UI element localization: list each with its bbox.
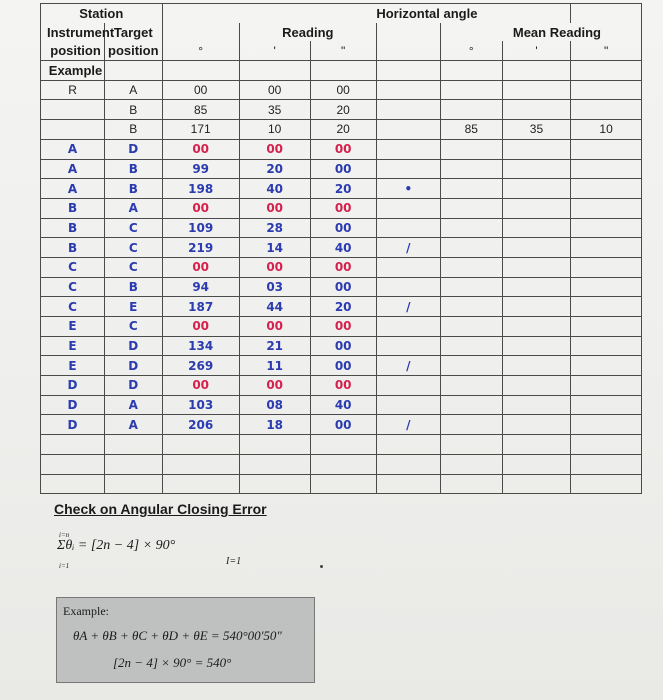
deg-cell: 134 — [162, 336, 239, 356]
mean-sec-cell — [571, 179, 642, 199]
blank-cell — [376, 100, 440, 120]
instrument-cell: C — [41, 297, 105, 317]
deg-cell: 99 — [162, 159, 239, 179]
deg-cell: 171 — [162, 120, 239, 140]
target-cell: A — [105, 80, 162, 100]
mean-sec-cell — [571, 317, 642, 337]
deg-cell: 187 — [162, 297, 239, 317]
observation-row — [41, 257, 642, 277]
deg-cell: 00 — [162, 80, 239, 100]
mean-sec-cell — [571, 80, 642, 100]
mark-cell — [376, 376, 440, 396]
mean-deg-cell — [440, 238, 502, 258]
min-cell: 40 — [239, 179, 310, 199]
observation-row — [41, 317, 642, 337]
sec-cell: 00 — [310, 139, 376, 159]
sec-cell: 00 — [310, 376, 376, 396]
mean-min-cell — [502, 198, 570, 218]
min-cell: 03 — [239, 277, 310, 297]
empty-cell — [571, 435, 642, 455]
observation-row — [41, 238, 642, 258]
mean-min-cell — [502, 395, 570, 415]
sec-cell: 40 — [310, 395, 376, 415]
mean-min-cell — [502, 297, 570, 317]
target-cell: C — [105, 218, 162, 238]
mark-cell: / — [376, 297, 440, 317]
sec-cell: 00 — [310, 336, 376, 356]
mean-sec-cell — [571, 257, 642, 277]
empty-cell — [41, 454, 105, 474]
mean-deg-cell — [440, 257, 502, 277]
observation-row — [41, 395, 642, 415]
mean-min-cell — [502, 415, 570, 435]
mark-cell: / — [376, 415, 440, 435]
empty-cell — [376, 454, 440, 474]
sec-cell: 20 — [310, 179, 376, 199]
instrument-cell — [41, 100, 105, 120]
mean-min-cell — [502, 356, 570, 376]
empty-cell — [310, 454, 376, 474]
mean-sec-cell — [571, 238, 642, 258]
observation-row — [41, 297, 642, 317]
empty-cell — [502, 474, 570, 494]
target-cell: A — [105, 395, 162, 415]
mean-min-cell — [502, 218, 570, 238]
mean-sec-cell — [571, 139, 642, 159]
target-cell: B — [105, 179, 162, 199]
mean-sec-cell — [571, 218, 642, 238]
mean-sec-cell — [571, 395, 642, 415]
target-cell: D — [105, 376, 162, 396]
target-cell: A — [105, 415, 162, 435]
sec-cell: 00 — [310, 277, 376, 297]
min-cell: 21 — [239, 336, 310, 356]
observation-row — [41, 139, 642, 159]
target-cell: C — [105, 238, 162, 258]
empty-cell — [239, 474, 310, 494]
instrument-position-header: position — [41, 41, 105, 60]
target-cell: D — [105, 356, 162, 376]
empty-cell — [571, 454, 642, 474]
header-row-4 — [41, 61, 642, 81]
instrument-cell: E — [41, 317, 105, 337]
horizontal-angle-header: Horizontal angle — [376, 4, 570, 23]
mean-deg-cell — [440, 218, 502, 238]
mean-sec-cell — [571, 336, 642, 356]
mark-cell — [376, 198, 440, 218]
mark-cell — [376, 218, 440, 238]
target-cell: D — [105, 336, 162, 356]
empty-cell — [239, 435, 310, 455]
empty-cell — [162, 474, 239, 494]
check-title: Check on Angular Closing Error — [54, 501, 267, 517]
empty-cell — [440, 435, 502, 455]
mean-min-cell — [502, 80, 570, 100]
min-cell: 14 — [239, 238, 310, 258]
min-unit: ' — [239, 41, 310, 60]
mean-min-cell — [502, 100, 570, 120]
target-cell: C — [105, 257, 162, 277]
mean-sec-cell — [571, 100, 642, 120]
observation-row — [41, 336, 642, 356]
mean-min-cell — [502, 257, 570, 277]
mean-sec-cell — [571, 356, 642, 376]
mean-min-cell — [502, 277, 570, 297]
header-row-2 — [41, 23, 642, 42]
empty-cell — [376, 474, 440, 494]
sum-lower-limit: i=1 — [59, 562, 70, 570]
header-row-3 — [41, 41, 642, 60]
empty-cell — [440, 454, 502, 474]
mean-sec-cell — [571, 159, 642, 179]
instrument-cell: C — [41, 257, 105, 277]
instrument-cell: A — [41, 139, 105, 159]
blank-cell — [376, 80, 440, 100]
min-cell: 18 — [239, 415, 310, 435]
sec-cell: 00 — [310, 317, 376, 337]
mean-min-cell — [502, 317, 570, 337]
min-cell: 00 — [239, 198, 310, 218]
instrument-cell: B — [41, 218, 105, 238]
instrument-cell: E — [41, 356, 105, 376]
mark-cell — [376, 336, 440, 356]
instrument-cell: A — [41, 159, 105, 179]
deg-cell: 00 — [162, 317, 239, 337]
sec-cell: 00 — [310, 218, 376, 238]
observation-row — [41, 159, 642, 179]
reading-header: Reading — [239, 23, 376, 42]
mark-cell — [376, 317, 440, 337]
empty-cell — [105, 435, 162, 455]
sec-cell: 00 — [310, 415, 376, 435]
deg-cell: 00 — [162, 198, 239, 218]
deg-cell: 219 — [162, 238, 239, 258]
empty-cell — [502, 454, 570, 474]
min-cell: 00 — [239, 376, 310, 396]
observation-row — [41, 277, 642, 297]
mean-deg-cell — [440, 198, 502, 218]
deg-cell: 00 — [162, 257, 239, 277]
mean-deg-cell — [440, 100, 502, 120]
deg-cell: 00 — [162, 376, 239, 396]
example-label: Example — [41, 61, 105, 81]
instrument-cell: B — [41, 238, 105, 258]
empty-cell — [310, 474, 376, 494]
instrument-cell: D — [41, 376, 105, 396]
empty-row — [41, 435, 642, 455]
deg-cell: 103 — [162, 395, 239, 415]
mean-deg-cell — [440, 159, 502, 179]
sec-cell: 00 — [310, 356, 376, 376]
mark-cell — [376, 257, 440, 277]
sec-cell: 20 — [310, 120, 376, 140]
deg-cell: 206 — [162, 415, 239, 435]
target-cell: B — [105, 100, 162, 120]
example-row — [41, 100, 642, 120]
mark-cell: / — [376, 356, 440, 376]
target-header: Target — [105, 23, 162, 42]
target-cell: B — [105, 120, 162, 140]
empty-cell — [41, 435, 105, 455]
deg-cell: 85 — [162, 100, 239, 120]
mean-sec-cell — [571, 277, 642, 297]
example-row — [41, 80, 642, 100]
mark-cell — [376, 139, 440, 159]
instrument-cell: E — [41, 336, 105, 356]
target-cell: A — [105, 198, 162, 218]
sec-cell: 00 — [310, 80, 376, 100]
empty-row — [41, 474, 642, 494]
instrument-cell: C — [41, 277, 105, 297]
mark-cell — [376, 159, 440, 179]
sec-cell: 00 — [310, 257, 376, 277]
mean-min-cell — [502, 238, 570, 258]
mean-deg-cell — [440, 415, 502, 435]
target-cell: D — [105, 139, 162, 159]
survey-table — [40, 3, 642, 494]
mean-min-cell — [502, 336, 570, 356]
min-cell: 20 — [239, 159, 310, 179]
target-cell: B — [105, 159, 162, 179]
mark-cell: • — [376, 179, 440, 199]
instrument-cell: D — [41, 415, 105, 435]
sec-cell: 00 — [310, 159, 376, 179]
instrument-cell: B — [41, 198, 105, 218]
mean-sec-unit: " — [571, 41, 642, 60]
observation-row — [41, 198, 642, 218]
mean-sec-cell — [571, 376, 642, 396]
min-cell: 44 — [239, 297, 310, 317]
closing-error-formula — [57, 531, 176, 570]
min-cell: 00 — [239, 257, 310, 277]
mean-reading-header: Mean Reading — [440, 23, 641, 42]
sec-cell: 20 — [310, 297, 376, 317]
empty-cell — [239, 454, 310, 474]
mean-deg-cell — [440, 139, 502, 159]
mark-cell — [376, 277, 440, 297]
side-note: I=1 — [226, 556, 242, 567]
deg-cell: 00 — [162, 139, 239, 159]
instrument-cell: R — [41, 80, 105, 100]
min-cell: 10 — [239, 120, 310, 140]
mean-deg-cell — [440, 356, 502, 376]
min-cell: 00 — [239, 80, 310, 100]
example-equation-2: [2n − 4] × 90° = 540° — [113, 655, 232, 670]
empty-cell — [41, 474, 105, 494]
example-box-label: Example: — [63, 604, 109, 618]
target-cell: B — [105, 277, 162, 297]
mean-deg-cell — [440, 336, 502, 356]
empty-cell — [376, 435, 440, 455]
mark-cell: / — [376, 238, 440, 258]
example-equation-1: θA + θB + θC + θD + θE = 540°00'50" — [73, 628, 282, 643]
sec-cell: 20 — [310, 100, 376, 120]
mean-sec-cell — [571, 415, 642, 435]
empty-cell — [502, 435, 570, 455]
example-box — [56, 597, 315, 683]
empty-cell — [162, 435, 239, 455]
mean-min-cell — [502, 159, 570, 179]
deg-unit: ° — [162, 41, 239, 60]
empty-cell — [571, 474, 642, 494]
observation-row — [41, 218, 642, 238]
mean-deg-cell: 85 — [440, 120, 502, 140]
deg-cell: 269 — [162, 356, 239, 376]
empty-cell — [162, 454, 239, 474]
example-row — [41, 120, 642, 140]
blank-cell — [376, 120, 440, 140]
instrument-cell — [41, 120, 105, 140]
target-cell: E — [105, 297, 162, 317]
min-cell: 00 — [239, 317, 310, 337]
mean-sec-cell — [571, 297, 642, 317]
mean-sec-cell: 10 — [571, 120, 642, 140]
sec-cell: 00 — [310, 198, 376, 218]
mean-deg-unit: ° — [440, 41, 502, 60]
empty-cell — [105, 474, 162, 494]
observation-row — [41, 179, 642, 199]
formula-text: Σθᵢ = [2n − 4] × 90° — [57, 538, 176, 553]
mark-cell — [376, 395, 440, 415]
empty-row — [41, 454, 642, 474]
mean-min-cell — [502, 376, 570, 396]
target-position-header: position — [105, 41, 162, 60]
instrument-header: Instrument — [41, 23, 105, 42]
instrument-cell: A — [41, 179, 105, 199]
mean-deg-cell — [440, 317, 502, 337]
mean-min-cell: 35 — [502, 120, 570, 140]
sum-upper-limit: i=n — [59, 531, 70, 539]
deg-cell: 94 — [162, 277, 239, 297]
instrument-cell: D — [41, 395, 105, 415]
sec-unit: " — [310, 41, 376, 60]
station-header: Station — [41, 4, 163, 23]
min-cell: 08 — [239, 395, 310, 415]
mean-sec-cell — [571, 198, 642, 218]
deg-cell: 109 — [162, 218, 239, 238]
min-cell: 00 — [239, 139, 310, 159]
min-cell: 11 — [239, 356, 310, 376]
mean-min-unit: ' — [502, 41, 570, 60]
target-cell: C — [105, 317, 162, 337]
mean-deg-cell — [440, 376, 502, 396]
mean-min-cell — [502, 179, 570, 199]
header-row-1 — [41, 4, 642, 23]
mean-deg-cell — [440, 277, 502, 297]
deg-cell: 198 — [162, 179, 239, 199]
empty-cell — [105, 454, 162, 474]
mean-deg-cell — [440, 80, 502, 100]
empty-cell — [440, 474, 502, 494]
pen-dot — [320, 565, 323, 568]
sec-cell: 40 — [310, 238, 376, 258]
min-cell: 35 — [239, 100, 310, 120]
mean-deg-cell — [440, 395, 502, 415]
empty-cell — [310, 435, 376, 455]
mean-deg-cell — [440, 297, 502, 317]
mean-min-cell — [502, 139, 570, 159]
observation-row — [41, 376, 642, 396]
observation-row — [41, 415, 642, 435]
min-cell: 28 — [239, 218, 310, 238]
observation-row — [41, 356, 642, 376]
mean-deg-cell — [440, 179, 502, 199]
